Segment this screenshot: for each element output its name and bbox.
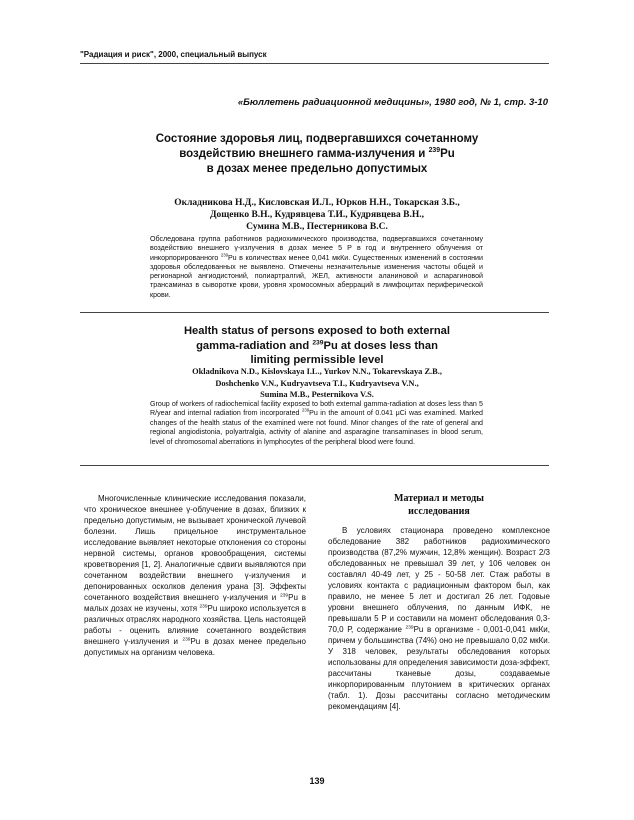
title-line: Health status of persons exposed to both external [183, 325, 451, 337]
isotope-mass: 239 [220, 252, 228, 258]
author-line: Сумина М.В., Пестерникова В.С. [246, 222, 388, 232]
header-divider [80, 63, 549, 64]
isotope-mass: 239 [280, 593, 289, 599]
author-line: Sumina M.B., Pesternikova V.S. [260, 390, 374, 399]
article-title-russian [140, 132, 494, 177]
journal-line: "Радиация и риск", 2000, специальный выпуск [80, 50, 267, 59]
abstract-end-divider [80, 465, 549, 466]
article-title-english [150, 324, 484, 368]
methods-column [328, 492, 550, 712]
title-line: limiting permissible level [250, 354, 384, 366]
author-line: Okladnikova N.D., Kislovskaya I.L., Yurkov N.N., Tokarevskaya Z.B., [192, 367, 442, 376]
methods-paragraph: В условиях стационара проведено комплексное обследование 382 работников радиохимического производства (87,2% мужчин, 12,8% женщин). Возраст 2/3 обследованных не превышал 39 лет, у 106 человек он составлял 40-49 лет, у 25 - 50-58 лет. Стаж работы в условиях контакта с радиационным фактором был, как правило, не менее 5 лет и достигал 26 лет. Годовые уровни внешнего облучения, по данным ИФК, не превышали 5 Р и составили на момент обследования 0,3-70,0 Р, содержание $^{239}$Pu в организме - 0,001-0,041 мкКи, причем у большинства (74%) оно не превышало 0,02 мкКи. У 318 человек, результаты обследования которых использованы для определения зависимости доза-эффект, рассчитаны тканевые дозы, создаваемые инкорпорированным плутонием в критических органах (табл. 1). Дозы рассчитаны согласно методическим рекомендациям [4]. [328, 526, 550, 711]
author-line: Окладникова Н.Д., Кисловская И.Л., Юрков Н.Н., Токарская З.Б., [174, 198, 460, 208]
introduction-column [84, 493, 306, 658]
section-heading: Материал и методы исследования [394, 493, 484, 517]
title-line: в дозах менее предельно допустимых [206, 163, 428, 175]
isotope-mass: 239 [405, 625, 414, 631]
isotope-mass: 239 [312, 338, 324, 346]
abstract-divider [80, 312, 549, 313]
page-number: 139 [309, 776, 325, 786]
citation: «Бюллетень радиационной медицины», 1980 год, № 1, стр. 3-10 [237, 97, 548, 108]
authors-english [150, 366, 484, 401]
introduction-paragraph: Многочисленные клинические исследования показали, что хроническое внешнее γ-облучение в дозах, близких к предельно допустимым, не вызывает хронической лучевой болезни. Лишь прицельное инструментальное исследование выявляет некоторые отклонения со стороны нервной системы, органов кровообращения, системы кроветворения [1, 2]. Аналогичные сдвиги выявляются при сочетанном воздействии внешнего γ-излучения и депонированных осколков деления урана [3]. Эффекты сочетанного воздействия внешнего γ-излучения и $^{239}$Pu в малых дозах не изучены, хотя $^{239}$Pu широко используется в различных отраслях народного хозяйства. Цель настоящей работы - оценить влияние сочетанного воздействия внешнего γ-излучения и $^{239}$Pu в дозах менее предельно допустимых на организм человека. [84, 494, 306, 657]
abstract-russian: Обследована группа работников радиохимического производства, подвергавшихся сочетанному воздействию внешнего γ-излучения в дозах менее 5 Р в год и внутреннего облучения от инкорпорированного $^{239}$Pu в количествах менее 0,041 мкКи. Существенных изменений в состоянии здоровья обследованных не выявлено. Отмечены незначительные изменения частоты общей и регионарной ангиодистоний, полиартралгий, ЖЕЛ, активности аланиновой и аспарагиновой трансаминаз в сыворотке крови, уровня хромосомных аберраций в лимфоцитах периферической крови. [150, 235, 483, 299]
author-line: Doshchenko V.N., Kudryavtseva T.I., Kudryavtseva V.N., [215, 378, 419, 388]
isotope-mass: 239 [428, 147, 441, 155]
title-line: Состояние здоровья лиц, подвергавшихся сочетанному [155, 133, 479, 145]
isotope-mass: 239 [302, 408, 310, 414]
author-line: Дощенко В.Н., Кудрявцева Т.И., Кудрявцева В.Н., [209, 210, 425, 220]
authors-russian [150, 197, 484, 233]
abstract-english: Group of workers of radiochemical facility exposed to both external gamma-radiation at doses less than 5 R/year and internal radiation from incorporated $^{239}$Pu in the amount of 0.041 μCi was examined. Marked changes of the health status of the examined were not found. Minor changes of the rate of general and regional angiodistonia, polyartralgia, activity of alanine and asparagine transaminases in blood serum, level of chromosomal aberrations in lymphocytes of the peripheral blood were found. [150, 400, 484, 446]
title-line: gamma-radiation and $^{239}$Pu at doses less than [196, 338, 438, 352]
isotope-mass: 239 [199, 604, 208, 610]
title-line: воздействию внешнего гамма-излучения и $^{239}$Pu [179, 147, 455, 160]
isotope-symbol: Pu [440, 148, 455, 160]
isotope-mass: 239 [182, 637, 191, 643]
